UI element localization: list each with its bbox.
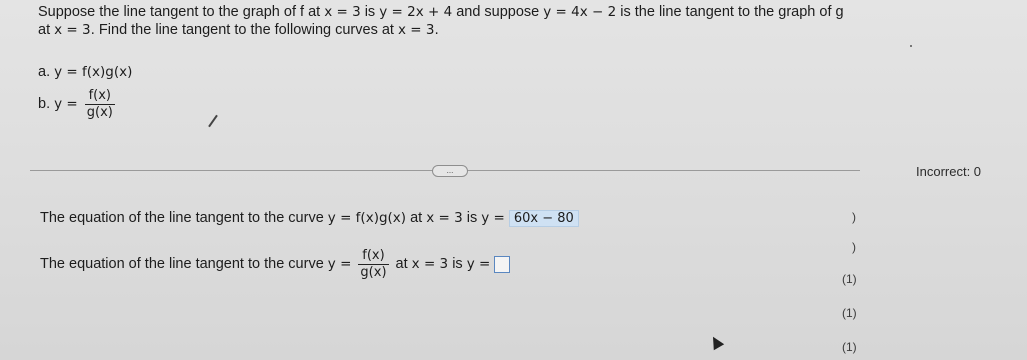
answer-text: The equation of the line tangent to the curve: [40, 256, 324, 272]
part-b-label: b.: [38, 96, 51, 112]
part-a-label: a.: [38, 64, 51, 80]
part-a: [38, 64, 132, 81]
problem-text: Suppose the line tangent to the graph of f at: [38, 4, 321, 20]
status-incorrect-count: Incorrect: 0: [916, 164, 982, 179]
point-marker: (1): [842, 306, 857, 320]
fraction-denominator: g(x): [360, 265, 387, 280]
answer-text: is: [466, 210, 478, 226]
part-b: [38, 88, 118, 121]
problem-text: Find the line tangent to the following curves at: [98, 22, 394, 38]
answer-input-1[interactable]: 60x − 80: [509, 210, 579, 227]
answer-line-1: [40, 210, 579, 227]
problem-line-1: [38, 4, 844, 21]
point-marker: (1): [842, 340, 857, 354]
problem-text: at: [38, 22, 51, 38]
math-x-equals-3: x = 3: [426, 210, 463, 226]
answer-curve-expression: y = f(x)g(x): [327, 210, 407, 226]
answer-fraction: [358, 248, 388, 281]
answer-text: at: [395, 256, 408, 272]
problem-text: is the line tangent to the graph of g: [620, 4, 844, 20]
decorative-dot: [910, 45, 912, 47]
answer-y-equals: y =: [481, 210, 505, 226]
answer-text: at: [410, 210, 423, 226]
problem-text: is: [364, 4, 376, 20]
answer-y-equals: y =: [466, 256, 491, 272]
fraction-denominator: g(x): [86, 105, 113, 120]
part-b-lhs: y =: [54, 96, 78, 112]
pencil-mark-icon: [208, 115, 218, 128]
part-b-fraction: [85, 88, 115, 121]
answer-text: The equation of the line tangent to the curve: [40, 210, 324, 226]
tangent-g-equation: y = 4x − 2: [543, 4, 617, 20]
point-marker: (1): [842, 272, 857, 286]
part-a-expression: y = f(x)g(x): [54, 64, 133, 80]
answer-lhs: y =: [327, 256, 352, 272]
math-x-equals-3: x = 3: [324, 4, 361, 20]
expand-button[interactable]: ...: [432, 165, 468, 177]
answer-input-2[interactable]: [494, 256, 510, 273]
answer-text: is: [452, 256, 463, 272]
mouse-cursor-icon: [708, 334, 724, 350]
problem-line-2: [38, 22, 439, 39]
fraction-numerator: f(x): [85, 88, 115, 105]
fraction-numerator: f(x): [358, 248, 388, 265]
math-x-equals-3: x = 3: [411, 256, 449, 272]
tangent-f-equation: y = 2x + 4: [379, 4, 453, 20]
math-x-equals-3: x = 3.: [397, 22, 439, 38]
answer-line-2: [40, 248, 510, 281]
point-marker: ): [852, 210, 856, 224]
problem-text: and suppose: [456, 4, 540, 20]
math-x-equals-3: x = 3.: [54, 22, 95, 38]
point-marker: ): [852, 240, 856, 254]
